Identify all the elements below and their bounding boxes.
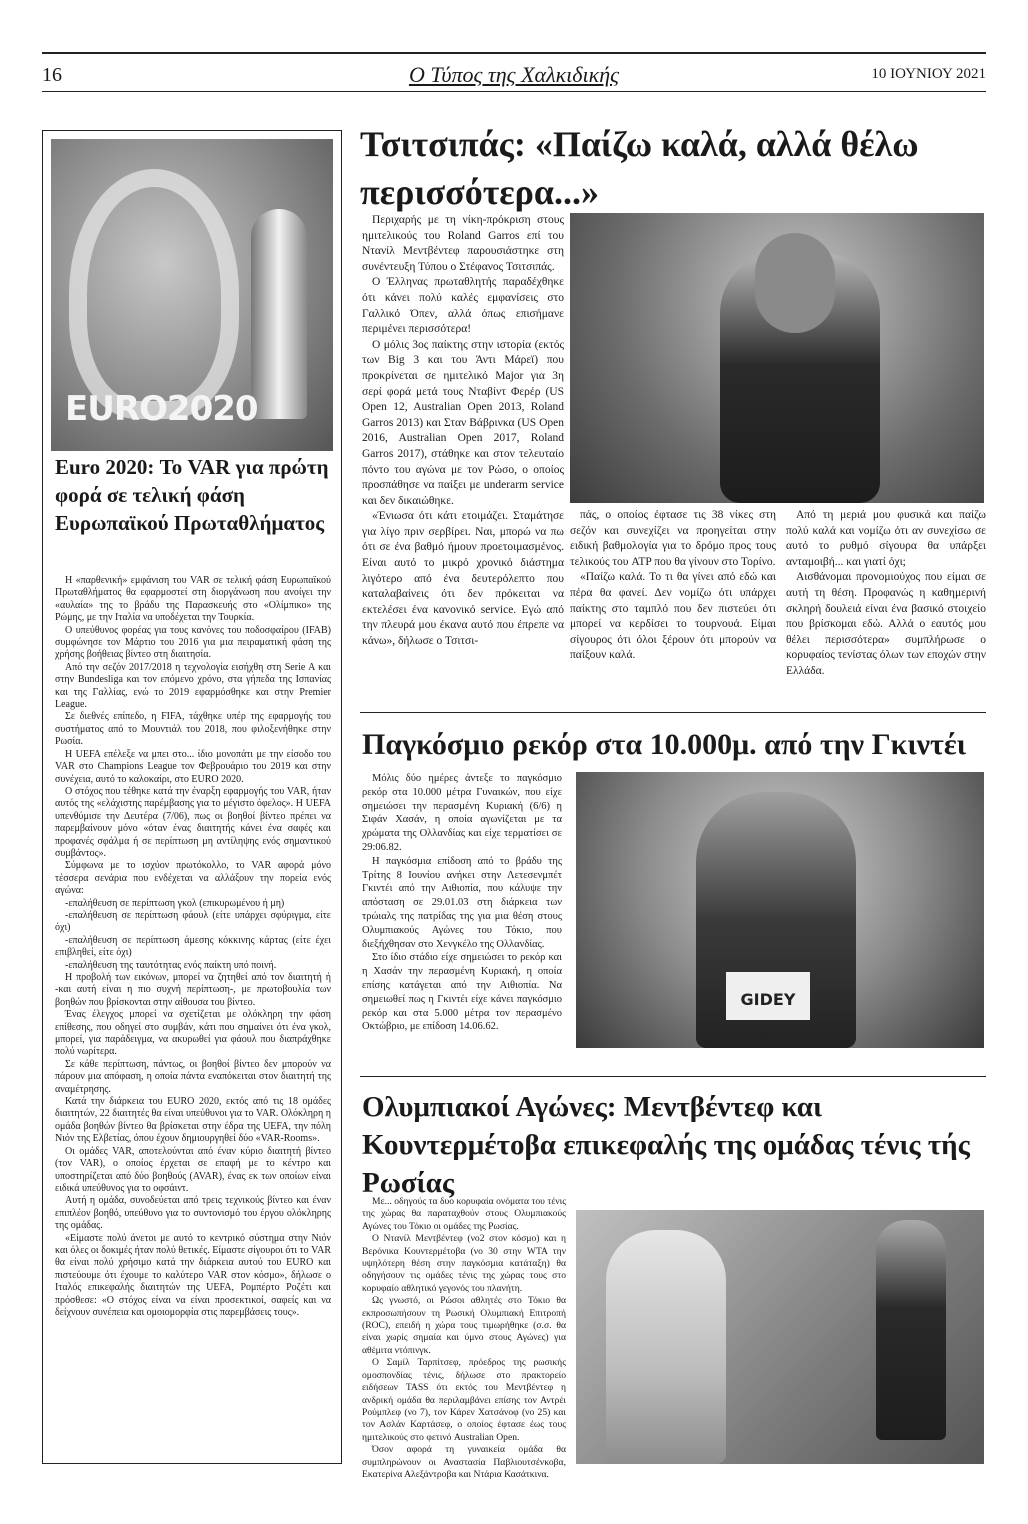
tsitsipas-column-1 [362,213,564,650]
male-player-figure [876,1220,946,1440]
paragraph: Ο στόχος που τέθηκε κατά την έναρξη εφαρμογής του VAR, ήταν αυτός της «ελάχιστης παρέμβασης για το μέγιστο όφελος». Η UEFA υπενθύμισε την Δευτέρα (7/06), πως οι βοηθοί βίντεο πρέπει να παρεμβαίνουν μόνο «όταν ένας διαιτητής κάνει ένα σαφές και προφανές σφάλμα ή σε περίπτωση μη αντίληψης ενός σημαντικού συμβάντος». [55,785,331,859]
paragraph: Στο ίδιο στάδιο είχε σημειώσει το ρεκόρ και η Χασάν την περασμένη Κυριακή, η οποία επίσης κατάγεται από την Αιθιοπία. Να σημειωθεί πως η Γκιντέι είχε κάνει παγκόσμιο ρεκόρ και στα 5.000 μέτρα τον περασμένο Οκτώβριο, με επίδοση 14.06.62. [362,952,562,1033]
paragraph: Μόλις δύο ημέρες άντεξε το παγκόσμιο ρεκόρ στα 10.000 μέτρα Γυναικών, που είχε σημειώσει την περασμένη Κυριακή (6/6) η Σιφάν Χασάν, η οποία αγωνίζεται με τα χρώματα της Ολλανδίας και είχε τερματίσει σε 29:06.82. [362,773,562,853]
tsitsipas-column-2 [570,508,776,664]
paragraph: «Παίζω καλά. Το τι θα γίνει από εδώ και πέρα θα φανεί. Δεν νομίζω ότι υπάρχει παίκτης στο ταμπλό που δεν πιστεύει ότι μπορεί να κερδίσει το τουρνουά. Είμαι σίγουρος ότι όλοι ξέρουν ότι μπορούν να παίξουν καλά. [570,571,776,662]
paragraph: Ένας έλεγχος μπορεί να σχετίζεται με ολόκληρη την φάση επίθεσης, που οδηγεί στο συμβάν, κάτι που σημαίνει ότι ένα γκολ, μπορεί, για παράδειγμα, να ακυρωθεί για φάουλ που διαπράχθηκε πολύ νωρίτερα. [55,1009,331,1058]
paragraph: Όσον αφορά τη γυναικεία ομάδα θα συμπληρώνουν οι Αναστασία Παβλιουτσένκοβα, Εκατερίνα Αλεξάντροβα και Ντάρια Κασάτκινα. [362,1444,566,1480]
paragraph: Οι ομάδες VAR, αποτελούνται από έναν κύριο διαιτητή βίντεο (τον VAR), ο οποίος έρχεται σε επαφή με το κέντρο και υποστηρίζεται από δύο βοηθούς (AVAR), ένας εκ των οποίων είναι ειδικά υπεύθυνος για το οφσάιντ. [55,1145,331,1194]
paragraph: -επαλήθευση σε περίπτωση γκολ (επικυρωμένου ή μη) [65,897,285,909]
paragraph: -επαλήθευση σε περίπτωση φάουλ (είτε υπάρχει σφύριγμα, είτε όχι) [55,909,331,934]
paragraph: -επαλήθευση σε περίπτωση άμεσης κόκκινης κάρτας (είτε έχει επιβληθεί, είτε όχι) [55,934,331,959]
paragraph: Κατά την διάρκεια του EURO 2020, εκτός από τις 18 ομάδες διαιτητών, 22 διαιτητές θα είναι υπεύθυνοι για το VAR. Ολόκληρη η ομάδα βοηθών βίντεο θα βρίσκεται στην έδρα της UEFA, την πόλη Νιόν της Ελβετίας, όπου έχουν δημιουργηθεί δύο «VAR-Rooms». [55,1096,331,1145]
page-number: 16 [42,64,62,86]
euro2020-logo-text: EURO2020 [65,389,258,429]
race-bib: GIDEY [726,972,810,1020]
sidebar-body [55,575,331,1319]
gidey-headline: Παγκόσμιο ρεκόρ στα 10.000μ. από την Γκιντέι [362,728,966,761]
paragraph: Ο μόλις 3ος παίκτης στην ιστορία (εκτός των Big 3 και του Άντι Μάρεϊ) που προκρίνεται σε ημιτελικό Major για 3η σερί φορά μετά τους Νταβίντ Φερέρ (US Open 12, Australian Open 2013, Roland Garros 2013) και Σταν Βάβρινκα (US Open 2016, Australian Open 2017, Roland Garros 2017), στάθηκε και στον τελευταίο πόντο του αγώνα με τον Ρώσο, ο οποίος προσπάθησε να παίξει με underarm service και δεν δικαιώθηκε. [362,338,564,507]
paragraph: Ο Έλληνας πρωταθλητής παραδέχθηκε ότι κάνει πολύ καλές εμφανίσεις στο Γαλλικό Όπεν, αλλά όπως επισήμανε περιμένει περισσότερα! [362,276,564,336]
section-divider [360,1076,986,1077]
paragraph: Ως γνωστό, οι Ρώσοι αθλητές στο Τόκιο θα εκπροσωπήσουν τη Ρωσική Ολυμπιακή Επιτροπή (ROC), επειδή η χώρα τους τιμωρήθηκε (σ.σ. θα είναι χωρίς σημαία και ύμνο στους Αγώνες) για αθέμιτα ντόπινγκ. [362,1295,566,1356]
paragraph: Ο Ντανίλ Μεντβέντεφ (νο2 στον κόσμο) και η Βερόνικα Κουντερμέτοβα (νο 30 στην WTA την υψηλότερη θέση στην παγκόσμια κατάταξη) θα οδηγήσουν τις ομάδες τένις της χώρας τους στο κορυφαίο αθλητικό γεγονός του πλανήτη. [362,1233,566,1294]
female-player-figure [606,1230,726,1464]
trophy-shape [251,209,307,419]
paragraph: Σε κάθε περίπτωση, πάντως, οι βοηθοί βίντεο δεν μπορούν να πάρουν μια απόφαση, η οποία πάντα εναπόκειται στον διαιτητή της αναμέτρησης. [55,1058,331,1095]
tsitsipas-photo [570,213,984,503]
paragraph: «Είμαστε πολύ άνετοι με αυτό το κεντρικό σύστημα στην Νιόν και όλες οι δοκιμές ήταν πολύ θετικές. Είμαστε σίγουροι ότι το VAR θα είναι πολύ χρήσιμο κατά την διάρκεια αυτού του EURO και πιστεύουμε ότι έχουμε το καλύτερο VAR στον κόσμο», δήλωσε ο Ιταλός επικεφαλής διαιτητών της UEFA, Ρομπέρτο Ροζέτι και πρόσθεσε: «Ο στόχος είναι να είναι προσεκτικοί, σαφείς και να δείχνουν συνέπεια και ομοιομορφία στις παρεμβάσεις τους». [55,1232,331,1318]
paragraph: Αισθάνομαι προνομιούχος που είμαι σε αυτή τη θέση. Προφανώς η καθημερινή σκληρή δουλειά είναι ένα βασικό στοιχείο που βρίσκομαι εδώ. Αλλά ο εαυτός μου θέλει περισσότερα» συμπλήρωσε ο κορυφαίος τενίστας όλων των εποχών στην Ελλάδα. [786,571,986,677]
paragraph: Η παγκόσμια επίδοση από το βράδυ της Τρίτης 8 Ιουνίου ανήκει στην Λετεσενμπέτ Γκιντέι από την Αιθιοπία, που κάλυψε την απόσταση σε 29.01.03 στη διάρκεια των τρώιαλς της πατρίδας της για μια θέση στους Ολυμπιακούς Αγώνες του Τόκιο, που διεξήχθησαν στο Χενγκέλο της Ολλανδίας. [362,855,562,950]
paragraph: Ο Σαμίλ Ταρπίτσεφ, πρόεδρος της ρωσικής ομοσπονδίας τένις, δήλωσε στο πρακτορείο ειδήσεων TASS ότι εκτός του Μεντβέντεφ η ανδρική ομάδα θα περιλαμβάνει επίσης τον Αντρέι Ρούμπλεφ (νο 7), τον Κάρεν Χατσάνοφ (νο 25) και τον Ασλάν Καρτάσεφ, ο οποίος έφτασε έως τους ημιτελικούς στο φετινό Australian Open. [362,1357,566,1443]
paragraph: -επαλήθευση της ταυτότητας ενός παίκτη υπό ποινή. [65,959,277,971]
paragraph: Με... οδηγούς τα δυο κορυφαία ονόματα του τένις της χώρας θα παραταχθούν στους Ολυμπιακούς Αγώνες του Τόκιο οι ομάδες της Ρωσίας. [362,1196,566,1232]
gidey-body [362,772,562,1034]
gidey-photo [576,772,984,1048]
section-divider [360,712,986,713]
paragraph: πάς, ο οποίος έφτασε τις 38 νίκες στη σεζόν και συνεχίζει να προηγείται στην ειδική βαθμολογία για το δρόμο προς τους τελικούς του ATP που θα γίνουν στο Τορίνο. [570,509,776,568]
paragraph: Αυτή η ομάδα, συνοδεύεται από τρεις τεχνικούς βίντεο και έναν επιπλέον βοηθό, υπεύθυνο για το συντονισμό του έργου ολόκληρης της ομάδας. [55,1195,331,1232]
sidebar-headline: Euro 2020: Το VAR για πρώτη φορά σε τελική φάση Ευρωπαϊκού Πρωταθλήματος [55,455,329,535]
paragraph: Η UEFA επέλεξε να μπει στο... ίδιο μονοπάτι με την είσοδο του VAR στο Champions League τον Φεβρουάριο του 2019 και στην συνέχεια, αυτό το καλοκαίρι, στο EURO 2020. [55,748,331,785]
paragraph: Από την σεζόν 2017/2018 η τεχνολογία εισήχθη στη Serie A και στην Bundesliga και τον επόμενο χρόνο, στα γήπεδα της Ισπανίας και της Γαλλίας, ενώ το 2019 εφαρμόσθηκε και στην Premier League. [55,661,331,711]
paragraph: Από τη μεριά μου φυσικά και παίζω πολύ καλά και νομίζω ότι αν συνεχίσω σε αυτό το ρυθμό σίγουρα θα υπάρξει ανταμοιβή... και γιατί όχι; [786,509,986,568]
player-head [755,233,835,333]
paragraph: «Ένιωσα ότι κάτι ετοιμάζει. Σταμάτησε για λίγο πριν σερβίρει. Ναι, μπορώ να πω ότι σε ένα βαθμό ήμουν προετοιμασμένος. Είναι αυτό το μικρό χρονικό διάστημα λιγότερο από ένα δευτερόλεπτο που καταλαβαίνεις ότι δεν πρόκειται να εκτελέσει ένα κανονικό service. Εγώ από την πλευρά μου έκανα αυτό που έπρεπε να κάνω», δήλωσε ο Τσιτσι- [362,510,564,648]
paragraph: Ο υπεύθυνος φορέας για τους κανόνες του ποδοσφαίρου (IFAB) συμφώνησε τον Μάρτιο του 2016 για μια πειραματική φάση της χρήσης βοήθειας βίντεο στη διαιτησία. [55,624,331,661]
issue-date: 10 ΙΟΥΝΙΟΥ 2021 [871,66,986,82]
newspaper-title: Ο Τύπος της Χαλκιδικής [408,62,620,87]
tsitsipas-column-3 [786,508,986,680]
olympics-headline: Ολυμπιακοί Αγώνες: Μεντβέντεφ και Κουντερμέτοβα επικεφαλής της ομάδας τένις τής Ρωσίας [362,1091,970,1199]
page-header [42,52,986,92]
olympics-body [362,1196,566,1481]
paragraph: Η «παρθενική» εμφάνιση του VAR σε τελική φάση Ευρωπαϊκού Πρωταθλήματος θα εφαρμοστεί στη διοργάνωση που ανοίγει την «αυλαία» της το βράδυ της Παρασκευής στο «Ολίμπικο» της Ρώμης, με την Ιταλία να υποδέχεται την Τουρκία. [55,575,331,624]
euro-var-article [42,130,342,1464]
paragraph: Περιχαρής με τη νίκη-πρόκριση στους ημιτελικούς του Roland Garros επί του Ντανίλ Μεντβέντεφ παρουσιάστηκε στη συνέντευξη Τύπου ο Στέφανος Τσιτσιπάς. [362,214,564,273]
euro2020-trophy-photo [51,139,333,451]
paragraph: Σύμφωνα με το ισχύον πρωτόκολλο, το VAR αφορά μόνο τέσσερα σενάρια που ενδέχεται να αλλάξουν την πορεία ενός αγώνα: [55,860,331,897]
russian-players-photo [576,1210,984,1464]
euro-logo-ring [69,169,239,419]
paragraph: Σε διεθνές επίπεδο, η FIFA, τάχθηκε υπέρ της εφαρμογής του συστήματος από το Μουντιάλ του 2018, που φιλοξενήθηκε στην Ρωσία. [55,711,331,748]
tsitsipas-headline: Τσιτσιπάς: «Παίζω καλά, αλλά θέλω περισσότερα...» [360,124,919,212]
paragraph: Η προβολή των εικόνων, μπορεί να ζητηθεί από τον διαιτητή ή -και αυτή είναι η πιο συχνή περίπτωση-, με πρωτοβουλία των βοηθών που βρίσκονται στην αίθουσα του βίντεο. [55,972,331,1008]
